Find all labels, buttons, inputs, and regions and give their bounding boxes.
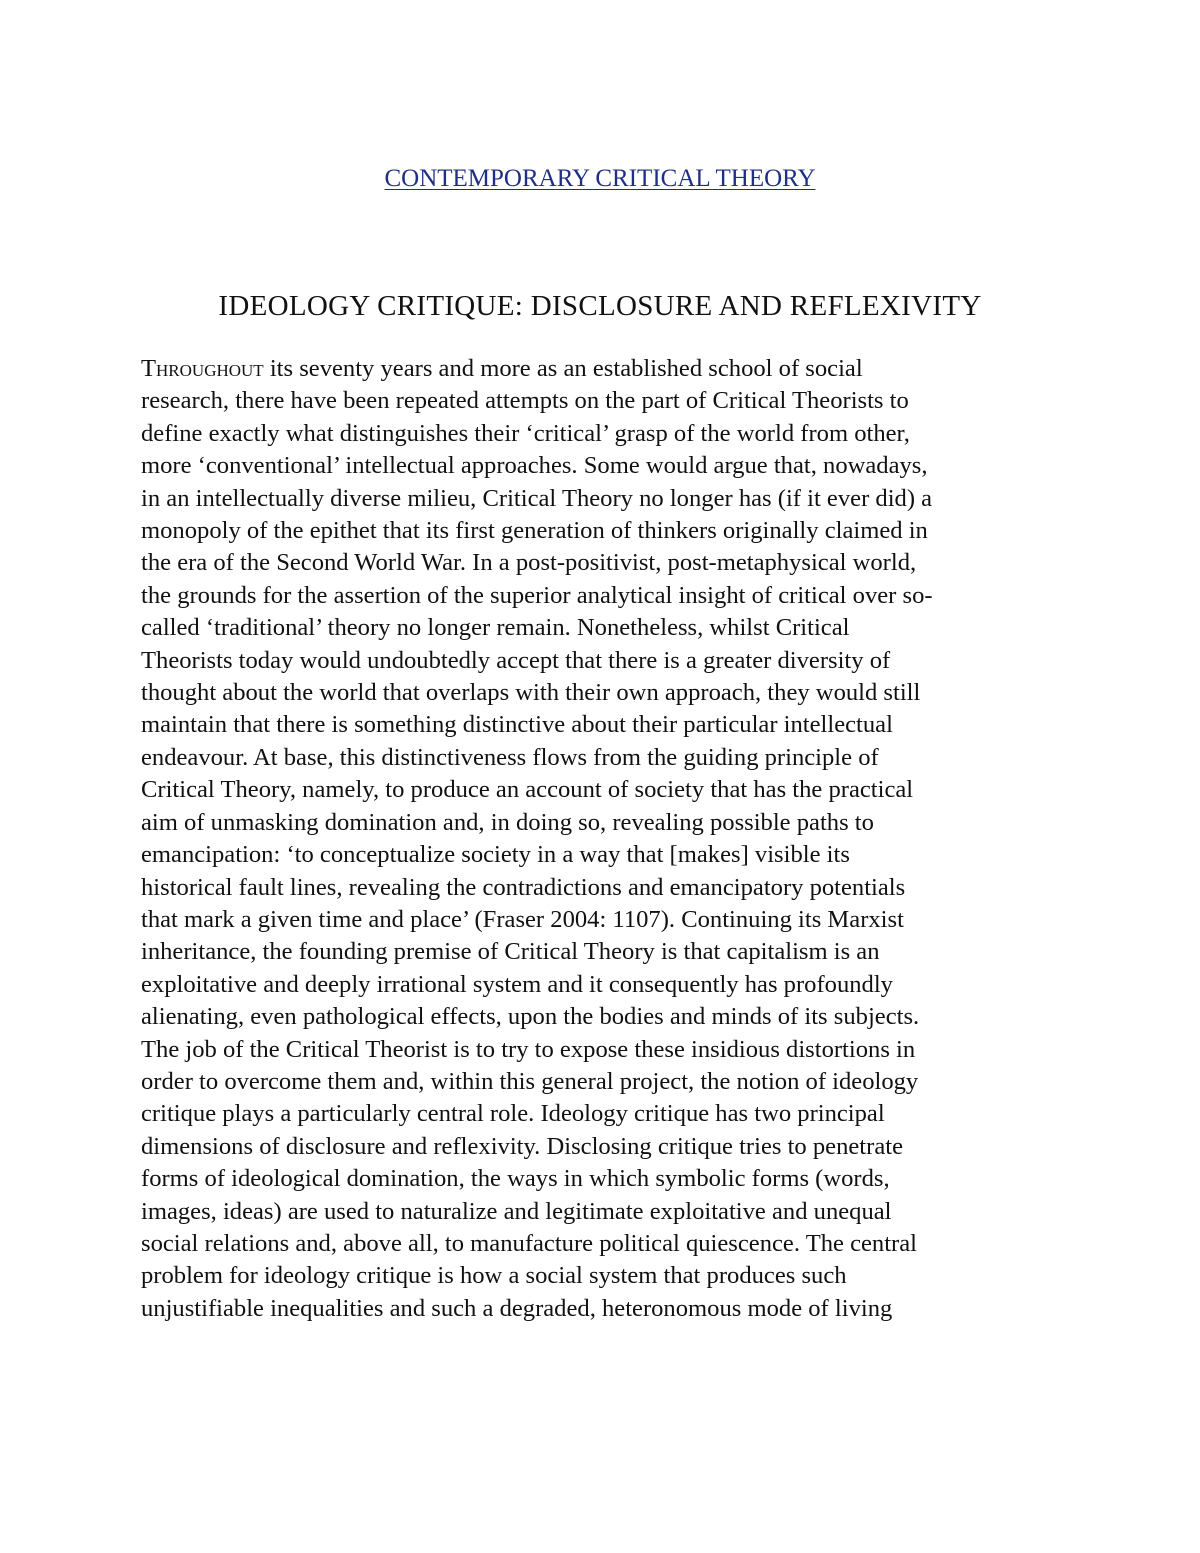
body-paragraph <box>141 353 1041 1325</box>
paragraph-line-11: thought about the world that overlaps with their own approach, they would still <box>141 679 921 707</box>
paragraph-line-17: historical fault lines, revealing the contradictions and emancipatory potentials <box>141 873 906 901</box>
paragraph-line-21: alienating, even pathological effects, upon the bodies and minds of its subjects. <box>141 1003 920 1031</box>
paragraph-line-14: Critical Theory, namely, to produce an account of society that has the practical <box>141 776 914 804</box>
paragraph-line-5: in an intellectually diverse milieu, Critical Theory no longer has (if it ever did) a <box>141 484 933 512</box>
paragraph-line-19: inheritance, the founding premise of Critical Theory is that capitalism is an <box>141 938 880 966</box>
paragraph-line-28: social relations and, above all, to manufacture political quiescence. The central <box>141 1229 917 1257</box>
paragraph-line-13: endeavour. At base, this distinctiveness flows from the guiding principle of <box>141 743 879 771</box>
paragraph-line-30: unjustifiable inequalities and such a degraded, heteronomous mode of living <box>141 1294 893 1322</box>
paragraph-line-23: order to overcome them and, within this general project, the notion of ideology <box>141 1067 919 1095</box>
paragraph-line-15: aim of unmasking domination and, in doing so, revealing possible paths to <box>141 808 874 836</box>
paragraph-line-29: problem for ideology critique is how a social system that produces such <box>141 1262 847 1290</box>
paragraph-line-7: the era of the Second World War. In a post-positivist, post-metaphysical world, <box>141 549 917 577</box>
paragraph-line-12: maintain that there is something distinctive about their particular intellectual <box>141 711 893 739</box>
paragraph-line-6: monopoly of the epithet that its first generation of thinkers originally claimed in <box>141 517 928 545</box>
paragraph-line-27: images, ideas) are used to naturalize and legitimate exploitative and unequal <box>141 1197 892 1225</box>
paragraph-line-1 <box>141 353 1041 385</box>
paragraph-line-10: Theorists today would undoubtedly accept that there is a greater diversity of <box>141 646 891 674</box>
contemporary-critical-theory-link[interactable]: CONTEMPORARY CRITICAL THEORY <box>384 165 816 192</box>
paragraph-line-26: forms of ideological domination, the ways in which symbolic forms (words, <box>141 1165 890 1193</box>
paragraph-line-16: emancipation: ‘to conceptualize society in a way that [makes] visible its <box>141 841 850 869</box>
paragraph-line-2: research, there have been repeated attempts on the part of Critical Theorists to <box>141 387 909 415</box>
paragraph-line-24: critique plays a particularly central role. Ideology critique has two principal <box>141 1100 885 1128</box>
paragraph-line-20: exploitative and deeply irrational system and it consequently has profoundly <box>141 970 893 998</box>
paragraph-line-4: more ‘conventional’ intellectual approaches. Some would argue that, nowadays, <box>141 452 928 480</box>
paragraph-line-22: The job of the Critical Theorist is to try to expose these insidious distortions in <box>141 1035 916 1063</box>
paragraph-line-9: called ‘traditional’ theory no longer remain. Nonetheless, whilst Critical <box>141 614 850 642</box>
paragraph-lead-word: Throughout <box>141 355 264 382</box>
paragraph-line-18: that mark a given time and place’ (Fraser 2004: 1107). Continuing its Marxist <box>141 905 904 933</box>
chapter-title: IDEOLOGY CRITIQUE: DISCLOSURE AND REFLEXIVITY <box>218 290 982 322</box>
paragraph-line-1-text: its seventy years and more as an established school of social <box>263 355 863 382</box>
paragraph-line-8: the grounds for the assertion of the superior analytical insight of critical over so- <box>141 581 933 609</box>
paragraph-line-3: define exactly what distinguishes their ‘critical’ grasp of the world from other, <box>141 419 910 447</box>
paragraph-line-25: dimensions of disclosure and reflexivity. Disclosing critique tries to penetrate <box>141 1132 903 1160</box>
